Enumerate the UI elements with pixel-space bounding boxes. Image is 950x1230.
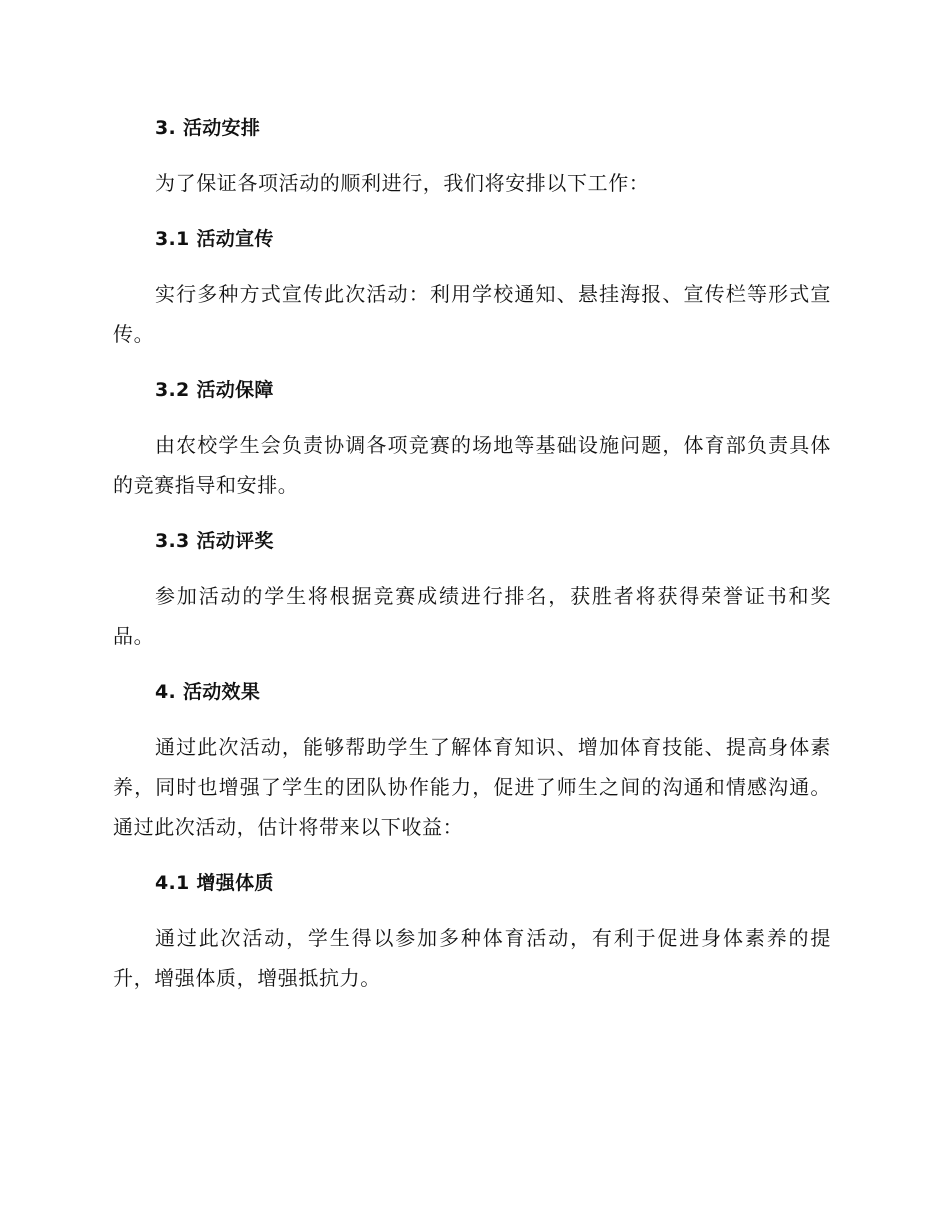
section-heading-4-1: 4.1 增强体质 — [155, 872, 274, 894]
section-heading-3-2: 3.2 活动保障 — [155, 379, 274, 401]
section-heading-3: 3. 活动安排 — [155, 117, 261, 139]
paragraph: 实行多种方式宣传此次活动：利用学校通知、悬挂海报、宣传栏等形式宣传。 — [113, 282, 831, 346]
paragraph: 通过此次活动，学生得以参加多种体育活动，有利于促进身体素养的提升，增强体质，增强抵抗力。 — [113, 926, 831, 990]
section-heading-3-1: 3.1 活动宣传 — [155, 228, 274, 250]
section-heading-3-3: 3.3 活动评奖 — [155, 530, 274, 552]
paragraph: 通过此次活动，能够帮助学生了解体育知识、增加体育技能、提高身体素养，同时也增强了学生的团队协作能力，促进了师生之间的沟通和情感沟通。通过此次活动，估计将带来以下收益： — [113, 735, 831, 839]
paragraph: 为了保证各项活动的顺利进行，我们将安排以下工作： — [155, 171, 650, 195]
paragraph: 由农校学生会负责协调各项竞赛的场地等基础设施问题，体育部负责具体的竞赛指导和安排。 — [113, 433, 831, 497]
document-page — [113, 108, 831, 1014]
paragraph: 参加活动的学生将根据竞赛成绩进行排名，获胜者将获得荣誉证书和奖品。 — [113, 584, 831, 648]
section-heading-4: 4. 活动效果 — [155, 681, 261, 703]
